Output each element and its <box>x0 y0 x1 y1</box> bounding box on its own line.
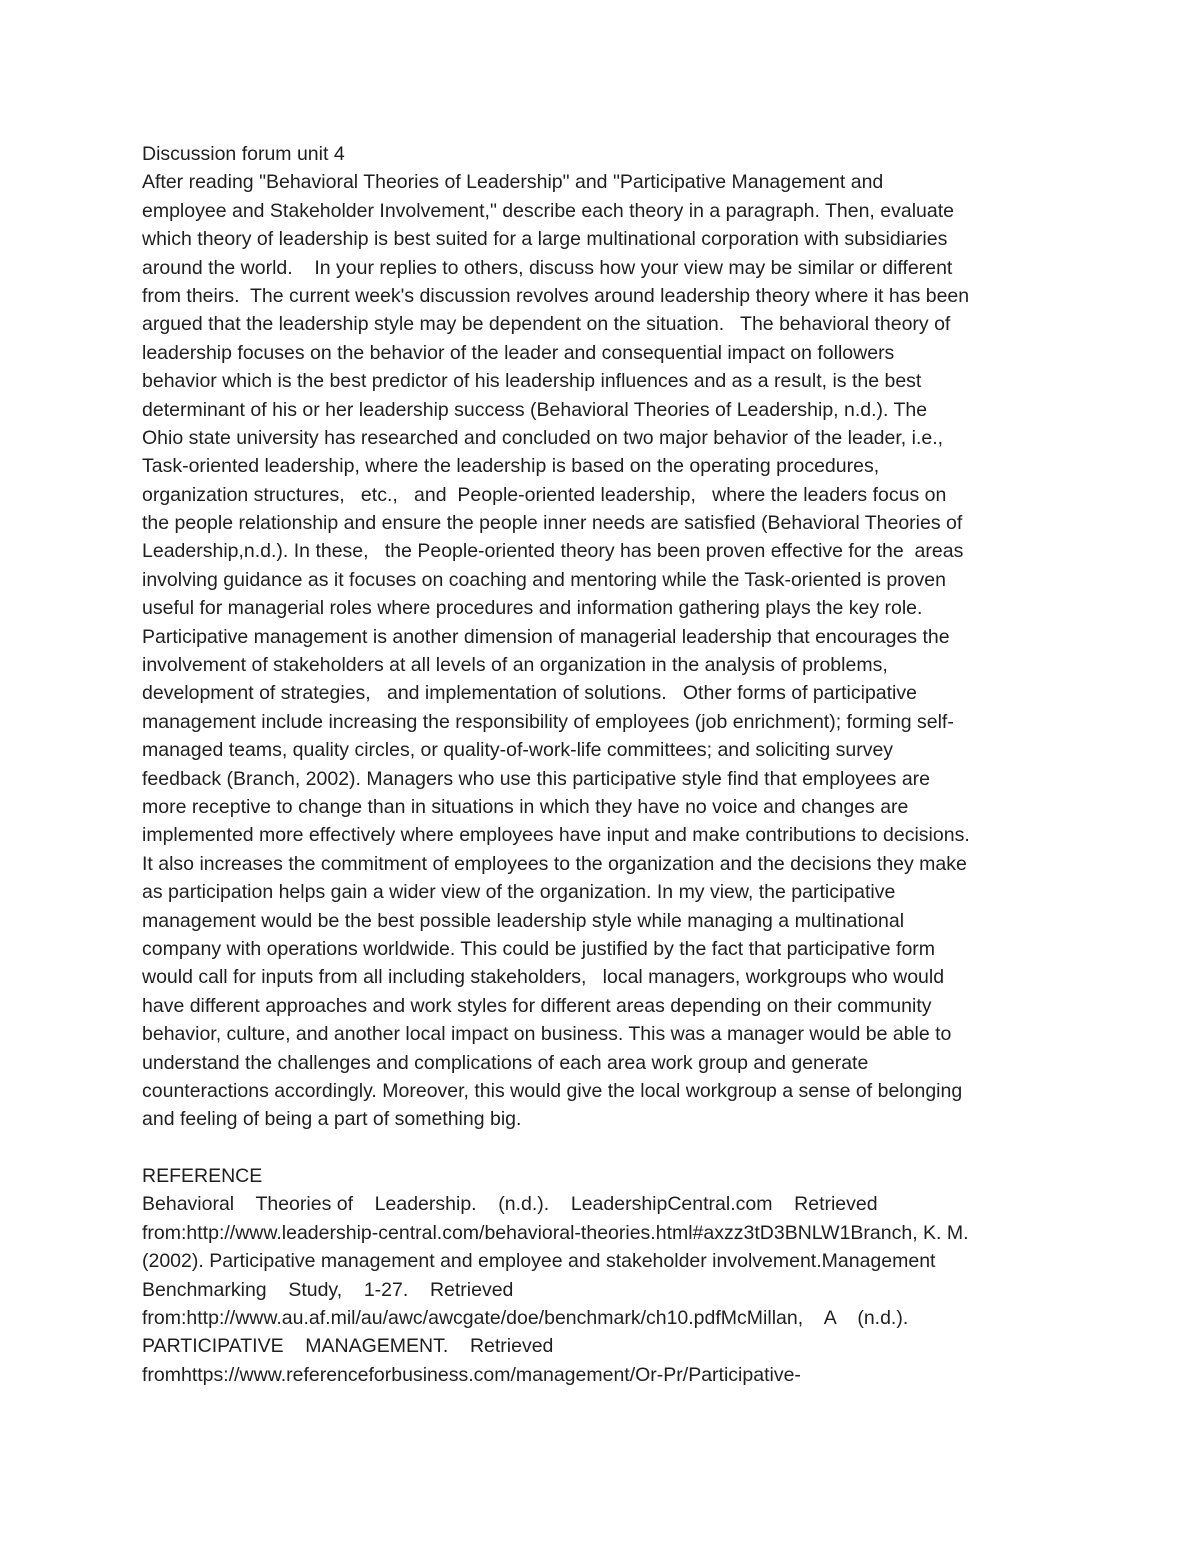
body-text-line: useful for managerial roles where procedures and information gathering plays the key role. <box>142 597 923 620</box>
body-text-line: After reading "Behavioral Theories of Leadership" and "Participative Management and <box>142 171 884 194</box>
body-text-line: Participative management is another dimension of managerial leadership that encourages the <box>142 625 950 648</box>
body-text-line: Ohio state university has researched and concluded on two major behavior of the leader, i.e., <box>142 426 944 449</box>
body-text-line: organization structures, etc., and People-oriented leadership, where the leaders focus on <box>142 483 947 506</box>
body-text-line: managed teams, quality circles, or quality-of-work-life committees; and soliciting survey <box>142 739 894 762</box>
body-text-line: counteractions accordingly. Moreover, this would give the local workgroup a sense of belonging <box>142 1079 963 1102</box>
reference-line: fromhttps://www.referenceforbusiness.com/management/Or-Pr/Participative- <box>142 1363 801 1386</box>
reference-list <box>142 1190 1072 1389</box>
body-text-line: management would be the best possible leadership style while managing a multinational <box>142 909 905 932</box>
body-text-line: employee and Stakeholder Involvement," describe each theory in a paragraph. Then, evaluate <box>142 199 954 222</box>
body-text-line: determinant of his or her leadership success (Behavioral Theories of Leadership, n.d.). The <box>142 398 928 421</box>
reference-line: from:http://www.leadership-central.com/behavioral-theories.html#axzz3tD3BNLW1Branch, K. M. <box>142 1221 969 1244</box>
body-text-line: understand the challenges and complications of each area work group and generate <box>142 1051 869 1074</box>
body-text-line: It also increases the commitment of employees to the organization and the decisions they make <box>142 852 967 875</box>
body-text-line: more receptive to change than in situations in which they have no voice and changes are <box>142 795 909 818</box>
body-text-line: and feeling of being a part of something big. <box>142 1108 522 1131</box>
body-text-line: which theory of leadership is best suited for a large multinational corporation with subsidiaries <box>142 228 948 251</box>
body-text-line: management include increasing the responsibility of employees (job enrichment); forming self- <box>142 710 954 733</box>
body-paragraph <box>142 168 1072 1133</box>
body-text-line: Leadership,n.d.). In these, the People-oriented theory has been proven effective for the areas <box>142 540 964 563</box>
blank-line <box>142 1134 1072 1162</box>
body-text-line: involving guidance as it focuses on coaching and mentoring while the Task-oriented is proven <box>142 568 946 591</box>
body-text-line: involvement of stakeholders at all levels of an organization in the analysis of problems, <box>142 654 888 677</box>
document-title: Discussion forum unit 4 <box>142 143 345 165</box>
body-text-line: implemented more effectively where employees have input and make contributions to decisions. <box>142 824 970 847</box>
body-text-line: as participation helps gain a wider view of the organization. In my view, the participative <box>142 881 896 904</box>
body-text-line: company with operations worldwide. This could be justified by the fact that participative form <box>142 937 936 960</box>
reference-line: (2002). Participative management and employee and stakeholder involvement.Management <box>142 1250 936 1273</box>
body-text-line: have different approaches and work styles for different areas depending on their community <box>142 994 932 1017</box>
reference-line: Behavioral Theories of Leadership. (n.d.). LeadershipCentral.com Retrieved <box>142 1193 878 1216</box>
body-text-line: the people relationship and ensure the people inner needs are satisfied (Behavioral Theories of <box>142 512 963 535</box>
reference-line: Benchmarking Study, 1-27. Retrieved <box>142 1278 514 1301</box>
document-text <box>142 140 1072 1389</box>
body-text-line: around the world. In your replies to others, discuss how your view may be similar or different <box>142 256 953 279</box>
body-text-line: feedback (Branch, 2002). Managers who use this participative style find that employees are <box>142 767 931 790</box>
body-text-line: argued that the leadership style may be dependent on the situation. The behavioral theory of <box>142 313 951 336</box>
body-text-line: development of strategies, and implementation of solutions. Other forms of participative <box>142 682 917 705</box>
body-text-line: behavior which is the best predictor of his leadership influences and as a result, is the best <box>142 370 922 393</box>
reference-line: from:http://www.au.af.mil/au/awc/awcgate/doe/benchmark/ch10.pdfMcMillan, A (n.d.). <box>142 1307 909 1330</box>
body-text-line: from theirs. The current week's discussion revolves around leadership theory where it has been <box>142 284 970 307</box>
reference-line: PARTICIPATIVE MANAGEMENT. Retrieved <box>142 1335 554 1358</box>
body-text-line: leadership focuses on the behavior of the leader and consequential impact on followers <box>142 341 895 364</box>
body-text-line: behavior, culture, and another local impact on business. This was a manager would be able to <box>142 1023 952 1046</box>
reference-heading: REFERENCE <box>142 1165 263 1188</box>
body-text-line: would call for inputs from all including stakeholders, local managers, workgroups who would <box>142 966 945 989</box>
body-text-line: Task-oriented leadership, where the leadership is based on the operating procedures, <box>142 455 880 478</box>
